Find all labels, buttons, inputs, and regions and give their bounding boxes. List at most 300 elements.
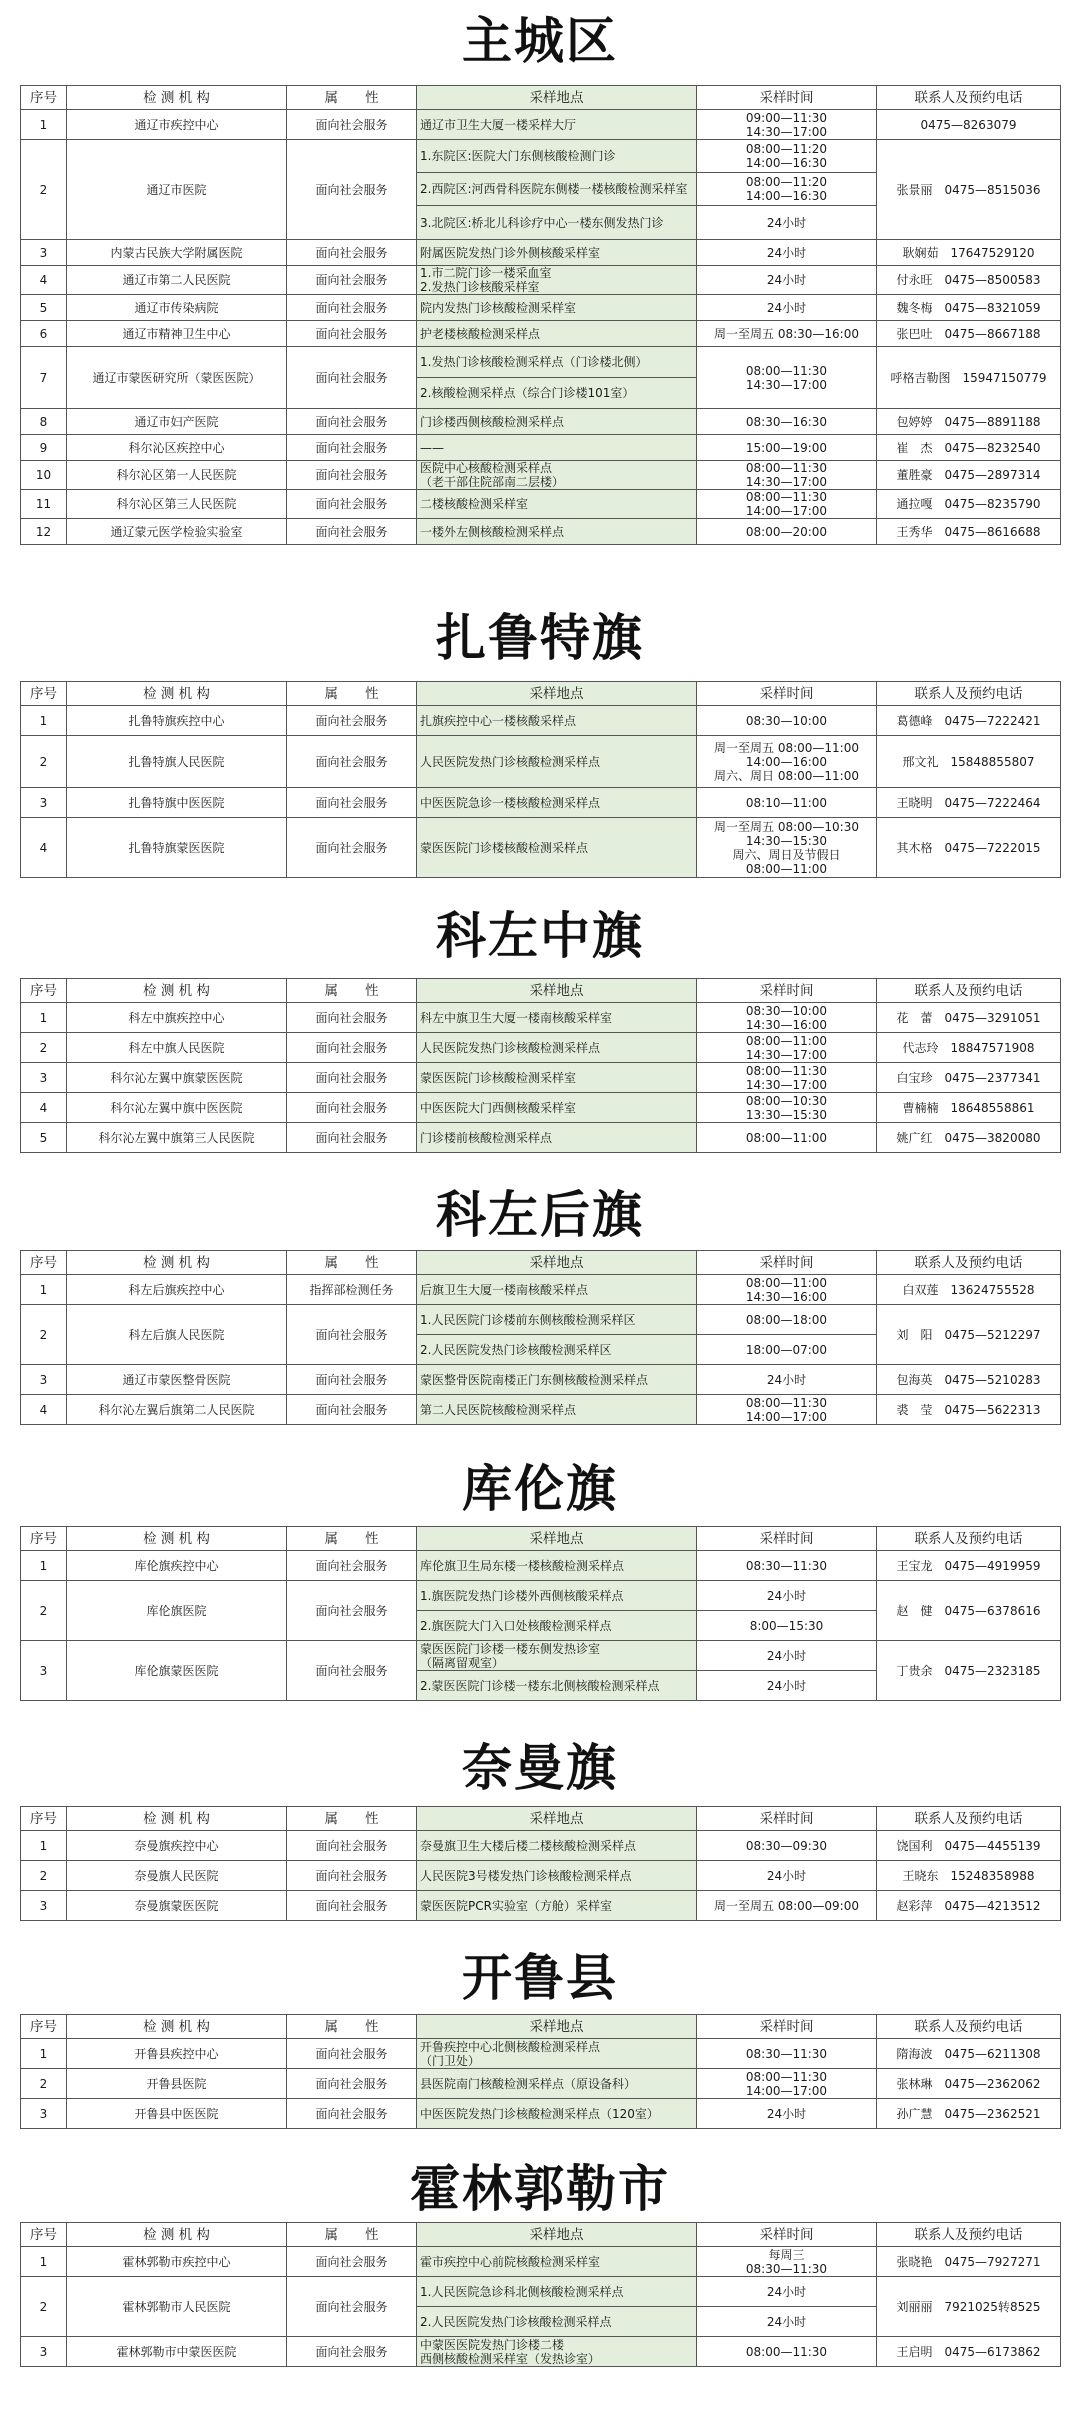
service-attribute: 面向社会服务 bbox=[287, 1033, 417, 1063]
institution-name: 科左后旗人民医院 bbox=[67, 1305, 287, 1365]
table-row bbox=[21, 519, 1061, 545]
service-attribute: 面向社会服务 bbox=[287, 2039, 417, 2069]
service-attribute: 面向社会服务 bbox=[287, 736, 417, 788]
row-number: 4 bbox=[21, 1395, 67, 1425]
sampling-location bbox=[417, 378, 697, 409]
sampling-time-line: 08:00—11:30 bbox=[745, 1395, 828, 1410]
table-row bbox=[21, 1891, 1061, 1921]
service-attribute: 面向社会服务 bbox=[287, 1063, 417, 1093]
sampling-time bbox=[697, 1305, 877, 1335]
sampling-location bbox=[417, 461, 697, 490]
service-attribute: 面向社会服务 bbox=[287, 1123, 417, 1153]
table-row bbox=[21, 490, 1061, 519]
sampling-time-line: 08:00—11:30 bbox=[745, 490, 828, 504]
institution-name: 霍林郭勒市疾控中心 bbox=[67, 2247, 287, 2277]
row-number: 5 bbox=[21, 1123, 67, 1153]
sampling-time-line: 24小时 bbox=[766, 215, 807, 230]
header-contact: 联系人及预约电话 bbox=[877, 1527, 1061, 1551]
row-number: 2 bbox=[21, 140, 67, 240]
row-number: 3 bbox=[21, 1063, 67, 1093]
row-number: 3 bbox=[21, 240, 67, 266]
sampling-time bbox=[697, 110, 877, 140]
sampling-location-line: 库伦旗卫生局东楼一楼核酸检测采样点 bbox=[420, 1558, 625, 1573]
section-title: 科左后旗 bbox=[436, 1186, 644, 1244]
sampling-time bbox=[697, 519, 877, 545]
service-attribute: 面向社会服务 bbox=[287, 1365, 417, 1395]
header-no: 序号 bbox=[21, 1807, 67, 1831]
sampling-location bbox=[417, 1831, 697, 1861]
table-header-row bbox=[21, 2015, 1061, 2039]
header-no: 序号 bbox=[21, 2223, 67, 2247]
contact-phone: 张林琳 0475—2362062 bbox=[877, 2069, 1061, 2099]
institution-name: 通辽市蒙医整骨医院 bbox=[67, 1365, 287, 1395]
sampling-time bbox=[697, 206, 877, 240]
header-attr: 属 性 bbox=[287, 1807, 417, 1831]
sampling-time-line: 24小时 bbox=[766, 1372, 807, 1387]
sampling-location-line: （隔离留观室） bbox=[420, 1655, 505, 1670]
sampling-time-line: 08:30—09:30 bbox=[745, 1838, 828, 1853]
table-header-row bbox=[21, 2223, 1061, 2247]
sampling-time-line: 08:00—11:00 bbox=[745, 1130, 828, 1145]
sampling-time-line: 14:00—16:30 bbox=[745, 156, 828, 170]
sampling-location-line: 医院中心核酸检测采样点 bbox=[420, 461, 553, 475]
row-number: 3 bbox=[21, 788, 67, 818]
sampling-location bbox=[417, 2277, 697, 2307]
header-no: 序号 bbox=[21, 1251, 67, 1275]
sampling-location-line: 蒙医整骨医院南楼正门东侧核酸检测采样点 bbox=[420, 1372, 649, 1387]
row-number: 2 bbox=[21, 1861, 67, 1891]
header-attr: 属 性 bbox=[287, 979, 417, 1003]
sampling-time-line: 周一至周五 08:00—09:00 bbox=[714, 1898, 859, 1913]
sampling-location bbox=[417, 2247, 697, 2277]
table-1 bbox=[20, 85, 1061, 545]
contact-phone: 王秀华 0475—8616688 bbox=[877, 519, 1061, 545]
sampling-time bbox=[697, 1365, 877, 1395]
sampling-location bbox=[417, 1891, 697, 1921]
contact-phone: 葛德峰 0475—7222421 bbox=[877, 706, 1061, 736]
sampling-location bbox=[417, 1395, 697, 1425]
row-number: 1 bbox=[21, 1831, 67, 1861]
table-7 bbox=[20, 2014, 1061, 2129]
row-number: 1 bbox=[21, 1003, 67, 1033]
institution-name: 奈曼旗人民医院 bbox=[67, 1861, 287, 1891]
table-5 bbox=[20, 1526, 1061, 1701]
sampling-time-line: 08:30—11:30 bbox=[745, 1558, 828, 1573]
institution-name: 通辽蒙元医学检验实验室 bbox=[67, 519, 287, 545]
table-2 bbox=[20, 681, 1061, 878]
service-attribute: 面向社会服务 bbox=[287, 2069, 417, 2099]
table-row bbox=[21, 1123, 1061, 1153]
header-location: 采样地点 bbox=[417, 979, 697, 1003]
institution-name: 通辽市传染病院 bbox=[67, 295, 287, 321]
sampling-time bbox=[697, 736, 877, 788]
header-time: 采样时间 bbox=[697, 1807, 877, 1831]
institution-name: 通辽市医院 bbox=[67, 140, 287, 240]
row-number: 7 bbox=[21, 347, 67, 409]
sampling-location bbox=[417, 1305, 697, 1335]
service-attribute: 面向社会服务 bbox=[287, 1003, 417, 1033]
sampling-time bbox=[697, 1551, 877, 1581]
header-location: 采样地点 bbox=[417, 682, 697, 706]
sampling-location bbox=[417, 1033, 697, 1063]
table-4 bbox=[20, 1250, 1061, 1425]
institution-name: 库伦旗疾控中心 bbox=[67, 1551, 287, 1581]
sampling-time-line: 08:00—20:00 bbox=[745, 524, 828, 539]
table-row bbox=[21, 321, 1061, 347]
service-attribute: 面向社会服务 bbox=[287, 266, 417, 295]
sampling-time-line: 14:00—16:00 bbox=[745, 754, 828, 769]
sampling-location-line: 2.人民医院发热门诊核酸检测采样区 bbox=[420, 1342, 612, 1357]
sampling-time-line: 08:00—11:30 bbox=[745, 461, 828, 475]
sampling-time bbox=[697, 1581, 877, 1611]
section-title: 奈曼旗 bbox=[462, 1739, 618, 1797]
sampling-time bbox=[697, 2307, 877, 2337]
sampling-time-line: 08:30—16:30 bbox=[745, 414, 828, 429]
row-number: 1 bbox=[21, 1551, 67, 1581]
sampling-location-line: 2.蒙医医院门诊楼一楼东北侧核酸检测采样点 bbox=[420, 1678, 660, 1693]
sampling-location-line: 2.人民医院发热门诊核酸检测采样点 bbox=[420, 2314, 612, 2329]
sampling-location bbox=[417, 435, 697, 461]
section-title: 科左中旗 bbox=[436, 907, 644, 965]
service-attribute: 面向社会服务 bbox=[287, 1891, 417, 1921]
header-contact: 联系人及预约电话 bbox=[877, 86, 1061, 110]
institution-name: 扎鲁特旗人民医院 bbox=[67, 736, 287, 788]
sampling-location bbox=[417, 266, 697, 295]
contact-phone: 王宝龙 0475—4919959 bbox=[877, 1551, 1061, 1581]
table-3 bbox=[20, 978, 1061, 1153]
contact-phone: 代志玲 18847571908 bbox=[877, 1033, 1061, 1063]
sampling-time bbox=[697, 409, 877, 435]
sampling-time-line: 14:00—16:30 bbox=[745, 189, 828, 203]
header-org: 检 测 机 构 bbox=[67, 1527, 287, 1551]
sampling-location-line: 护老楼核酸检测采样点 bbox=[420, 326, 541, 341]
sampling-location bbox=[417, 1641, 697, 1671]
sampling-location bbox=[417, 519, 697, 545]
sampling-time bbox=[697, 2099, 877, 2129]
institution-name: 通辽市妇产医院 bbox=[67, 409, 287, 435]
institution-name: 霍林郭勒市人民医院 bbox=[67, 2277, 287, 2337]
header-no: 序号 bbox=[21, 979, 67, 1003]
service-attribute: 面向社会服务 bbox=[287, 140, 417, 240]
sampling-location-line: 后旗卫生大厦一楼南核酸采样点 bbox=[420, 1282, 589, 1297]
table-row bbox=[21, 2039, 1061, 2069]
table-row bbox=[21, 2277, 1061, 2307]
header-location: 采样地点 bbox=[417, 2015, 697, 2039]
sampling-time bbox=[697, 266, 877, 295]
service-attribute: 面向社会服务 bbox=[287, 1831, 417, 1861]
sampling-time-line: 24小时 bbox=[766, 2314, 807, 2329]
sampling-location-line: 科左中旗卫生大厦一楼南核酸采样室 bbox=[420, 1010, 613, 1025]
header-time: 采样时间 bbox=[697, 682, 877, 706]
contact-phone: 邢文礼 15848855807 bbox=[877, 736, 1061, 788]
sampling-location-line: 1.人民医院急诊科北侧核酸检测采样点 bbox=[420, 2284, 624, 2299]
sampling-location bbox=[417, 2069, 697, 2099]
contact-phone: 包海英 0475—5210283 bbox=[877, 1365, 1061, 1395]
service-attribute: 面向社会服务 bbox=[287, 2099, 417, 2129]
table-row bbox=[21, 2069, 1061, 2099]
header-org: 检 测 机 构 bbox=[67, 682, 287, 706]
header-contact: 联系人及预约电话 bbox=[877, 2223, 1061, 2247]
table-row bbox=[21, 409, 1061, 435]
header-org: 检 测 机 构 bbox=[67, 2223, 287, 2247]
table-row bbox=[21, 1093, 1061, 1123]
sampling-location bbox=[417, 240, 697, 266]
sampling-time-line: 08:00—11:20 bbox=[745, 175, 828, 189]
sampling-time bbox=[697, 788, 877, 818]
service-attribute: 面向社会服务 bbox=[287, 519, 417, 545]
sampling-location-line: 通辽市卫生大厦一楼采样大厅 bbox=[420, 117, 577, 132]
institution-name: 开鲁县中医医院 bbox=[67, 2099, 287, 2129]
sampling-time-line: 24小时 bbox=[766, 2106, 807, 2121]
sampling-location bbox=[417, 1611, 697, 1641]
sampling-location bbox=[417, 1581, 697, 1611]
institution-name: 科左后旗疾控中心 bbox=[67, 1275, 287, 1305]
sampling-location-line: 1.人民医院门诊楼前东侧核酸检测采样区 bbox=[420, 1312, 636, 1327]
header-org: 检 测 机 构 bbox=[67, 1251, 287, 1275]
sampling-location-line: 扎旗疾控中心一楼核酸采样点 bbox=[420, 713, 577, 728]
header-contact: 联系人及预约电话 bbox=[877, 1807, 1061, 1831]
contact-phone: 0475—8263079 bbox=[877, 110, 1061, 140]
institution-name: 科尔沁左翼中旗第三人民医院 bbox=[67, 1123, 287, 1153]
header-contact: 联系人及预约电话 bbox=[877, 1251, 1061, 1275]
sampling-time bbox=[697, 1395, 877, 1425]
sampling-location-line: 1.发热门诊核酸检测采样点（门诊楼北侧） bbox=[420, 355, 648, 369]
service-attribute: 面向社会服务 bbox=[287, 1305, 417, 1365]
row-number: 3 bbox=[21, 1891, 67, 1921]
header-attr: 属 性 bbox=[287, 86, 417, 110]
sampling-location bbox=[417, 1671, 697, 1701]
contact-phone: 王晓东 15248358988 bbox=[877, 1861, 1061, 1891]
table-row bbox=[21, 788, 1061, 818]
sampling-location-line: 霍市疾控中心前院核酸检测采样室 bbox=[420, 2254, 601, 2269]
contact-phone: 赵彩萍 0475—4213512 bbox=[877, 1891, 1061, 1921]
sampling-location-line: 门诊楼西侧核酸检测采样点 bbox=[420, 414, 565, 429]
contact-phone: 刘 阳 0475—5212297 bbox=[877, 1305, 1061, 1365]
sampling-time-line: 08:00—11:00 bbox=[745, 1033, 828, 1048]
contact-phone: 张晓艳 0475—7927271 bbox=[877, 2247, 1061, 2277]
service-attribute: 面向社会服务 bbox=[287, 2337, 417, 2367]
header-no: 序号 bbox=[21, 682, 67, 706]
sampling-time bbox=[697, 173, 877, 206]
row-number: 2 bbox=[21, 1305, 67, 1365]
service-attribute: 面向社会服务 bbox=[287, 321, 417, 347]
institution-name: 奈曼旗疾控中心 bbox=[67, 1831, 287, 1861]
table-header-row bbox=[21, 86, 1061, 110]
contact-phone: 张景丽 0475—8515036 bbox=[877, 140, 1061, 240]
sampling-time bbox=[697, 321, 877, 347]
contact-phone: 隋海波 0475—6211308 bbox=[877, 2039, 1061, 2069]
table-header-row bbox=[21, 1527, 1061, 1551]
header-attr: 属 性 bbox=[287, 1251, 417, 1275]
sampling-time-line: 08:00—11:00 bbox=[745, 1275, 828, 1290]
sampling-location bbox=[417, 1335, 697, 1365]
sampling-location bbox=[417, 1551, 697, 1581]
header-org: 检 测 机 构 bbox=[67, 1807, 287, 1831]
sampling-time bbox=[697, 2069, 877, 2099]
header-time: 采样时间 bbox=[697, 1251, 877, 1275]
sampling-time-line: 周六、周日及节假日 bbox=[732, 847, 841, 862]
sampling-time-line: 08:00—11:30 bbox=[745, 1063, 828, 1078]
header-org: 检 测 机 构 bbox=[67, 2015, 287, 2039]
table-row bbox=[21, 2337, 1061, 2367]
section-title: 主城区 bbox=[462, 12, 618, 70]
sampling-location bbox=[417, 295, 697, 321]
table-row bbox=[21, 1305, 1061, 1335]
sampling-time bbox=[697, 1093, 877, 1123]
sampling-time bbox=[697, 1063, 877, 1093]
sampling-time bbox=[697, 2337, 877, 2367]
row-number: 1 bbox=[21, 1275, 67, 1305]
sampling-location-line: 1.市二院门诊一楼采血室 bbox=[420, 266, 552, 280]
sampling-location bbox=[417, 2039, 697, 2069]
sampling-time-line: 15:00—19:00 bbox=[745, 440, 828, 455]
sampling-location bbox=[417, 1003, 697, 1033]
sampling-time-line: 08:00—11:30 bbox=[745, 363, 828, 378]
sampling-time bbox=[697, 347, 877, 409]
header-location: 采样地点 bbox=[417, 86, 697, 110]
row-number: 2 bbox=[21, 2069, 67, 2099]
sampling-time-line: 14:30—17:00 bbox=[745, 475, 828, 489]
sampling-location bbox=[417, 347, 697, 378]
service-attribute: 面向社会服务 bbox=[287, 1581, 417, 1641]
table-6 bbox=[20, 1806, 1061, 1921]
sampling-location-line: 2.旗医院大门入口处核酸检测采样点 bbox=[420, 1618, 612, 1633]
sampling-location-line: 开鲁疾控中心北侧核酸检测采样点 bbox=[420, 2039, 601, 2054]
institution-name: 扎鲁特旗中医医院 bbox=[67, 788, 287, 818]
sampling-time-line: 14:00—17:00 bbox=[745, 2083, 828, 2098]
sampling-time bbox=[697, 1671, 877, 1701]
sampling-time-line: 08:30—11:30 bbox=[745, 2261, 828, 2276]
contact-phone: 付永旺 0475—8500583 bbox=[877, 266, 1061, 295]
institution-name: 科左中旗人民医院 bbox=[67, 1033, 287, 1063]
header-contact: 联系人及预约电话 bbox=[877, 979, 1061, 1003]
row-number: 4 bbox=[21, 1093, 67, 1123]
sampling-time bbox=[697, 490, 877, 519]
table-row bbox=[21, 461, 1061, 490]
sampling-location bbox=[417, 788, 697, 818]
header-time: 采样时间 bbox=[697, 2223, 877, 2247]
table-8 bbox=[20, 2222, 1061, 2367]
sampling-location-line: 中医医院发热门诊核酸检测采样点（120室） bbox=[420, 2106, 659, 2121]
institution-name: 开鲁县疾控中心 bbox=[67, 2039, 287, 2069]
sampling-location-line: 1.东院区:医院大门东侧核酸检测门诊 bbox=[420, 149, 616, 163]
sampling-location bbox=[417, 173, 697, 206]
section-title: 霍林郭勒市 bbox=[410, 2160, 670, 2218]
service-attribute: 面向社会服务 bbox=[287, 490, 417, 519]
service-attribute: 面向社会服务 bbox=[287, 2277, 417, 2337]
contact-phone: 王启明 0475—6173862 bbox=[877, 2337, 1061, 2367]
contact-phone: 呼格吉勒图 15947150779 bbox=[877, 347, 1061, 409]
sampling-location bbox=[417, 2099, 697, 2129]
sampling-time bbox=[697, 2247, 877, 2277]
section-title: 开鲁县 bbox=[462, 1949, 618, 2007]
header-org: 检 测 机 构 bbox=[67, 979, 287, 1003]
row-number: 9 bbox=[21, 435, 67, 461]
service-attribute: 指挥部检测任务 bbox=[287, 1275, 417, 1305]
institution-name: 科尔沁区第一人民医院 bbox=[67, 461, 287, 490]
sampling-location-line: 第二人民医院核酸检测采样点 bbox=[420, 1402, 577, 1417]
row-number: 4 bbox=[21, 266, 67, 295]
sampling-time-line: 08:00—10:30 bbox=[745, 1093, 828, 1108]
sampling-time-line: 24小时 bbox=[766, 1678, 807, 1693]
sampling-time-line: 14:30—16:00 bbox=[745, 1289, 828, 1304]
table-row bbox=[21, 736, 1061, 788]
sampling-location-line: 中医医院大门西侧核酸采样室 bbox=[420, 1100, 577, 1115]
row-number: 2 bbox=[21, 1033, 67, 1063]
table-row bbox=[21, 1551, 1061, 1581]
header-time: 采样时间 bbox=[697, 979, 877, 1003]
service-attribute: 面向社会服务 bbox=[287, 295, 417, 321]
row-number: 1 bbox=[21, 2247, 67, 2277]
header-attr: 属 性 bbox=[287, 2223, 417, 2247]
row-number: 5 bbox=[21, 295, 67, 321]
sampling-location-line: 附属医院发热门诊外侧核酸采样室 bbox=[420, 245, 601, 260]
institution-name: 科左中旗疾控中心 bbox=[67, 1003, 287, 1033]
institution-name: 通辽市精神卫生中心 bbox=[67, 321, 287, 347]
sampling-time-line: 每周三 bbox=[768, 2247, 805, 2262]
header-location: 采样地点 bbox=[417, 1807, 697, 1831]
sampling-time-line: 14:30—16:00 bbox=[745, 1017, 828, 1032]
contact-phone: 王晓明 0475—7222464 bbox=[877, 788, 1061, 818]
table-row bbox=[21, 1033, 1061, 1063]
sampling-location-line: —— bbox=[420, 440, 444, 455]
contact-phone: 魏冬梅 0475—8321059 bbox=[877, 295, 1061, 321]
sampling-location-line: 1.旗医院发热门诊楼外西侧核酸采样点 bbox=[420, 1588, 624, 1603]
sampling-time-line: 8:00—15:30 bbox=[749, 1618, 824, 1633]
institution-name: 奈曼旗蒙医医院 bbox=[67, 1891, 287, 1921]
sampling-time bbox=[697, 1641, 877, 1671]
table-row bbox=[21, 2099, 1061, 2129]
sampling-location-line: 中蒙医医院发热门诊楼二楼 bbox=[420, 2337, 565, 2352]
row-number: 4 bbox=[21, 818, 67, 878]
sampling-location bbox=[417, 206, 697, 240]
sampling-time-line: 24小时 bbox=[766, 273, 807, 287]
table-header-row bbox=[21, 1251, 1061, 1275]
sampling-time bbox=[697, 1275, 877, 1305]
sampling-time-line: 08:00—11:00 bbox=[745, 861, 828, 876]
header-attr: 属 性 bbox=[287, 2015, 417, 2039]
sampling-time bbox=[697, 1033, 877, 1063]
row-number: 3 bbox=[21, 1641, 67, 1701]
sampling-time-line: 08:00—11:20 bbox=[745, 142, 828, 156]
sampling-time-line: 14:30—17:00 bbox=[745, 1077, 828, 1092]
service-attribute: 面向社会服务 bbox=[287, 110, 417, 140]
institution-name: 库伦旗医院 bbox=[67, 1581, 287, 1641]
sampling-time-line: 24小时 bbox=[766, 2284, 807, 2299]
sampling-time-line: 14:30—17:00 bbox=[745, 377, 828, 392]
header-attr: 属 性 bbox=[287, 1527, 417, 1551]
sampling-location-line: 2.发热门诊核酸采样室 bbox=[420, 280, 540, 294]
sampling-time bbox=[697, 1611, 877, 1641]
row-number: 8 bbox=[21, 409, 67, 435]
row-number: 3 bbox=[21, 1365, 67, 1395]
header-location: 采样地点 bbox=[417, 1527, 697, 1551]
institution-name: 科尔沁左翼中旗中医医院 bbox=[67, 1093, 287, 1123]
contact-phone: 孙广慧 0475—2362521 bbox=[877, 2099, 1061, 2129]
sampling-location bbox=[417, 1093, 697, 1123]
contact-phone: 其木格 0475—7222015 bbox=[877, 818, 1061, 878]
row-number: 10 bbox=[21, 461, 67, 490]
section-title: 库伦旗 bbox=[462, 1460, 618, 1518]
sampling-time-line: 周六、周日 08:00—11:00 bbox=[714, 768, 859, 783]
sampling-time-line: 24小时 bbox=[766, 300, 807, 315]
sampling-time-line: 24小时 bbox=[766, 245, 807, 260]
contact-phone: 赵 健 0475—6378616 bbox=[877, 1581, 1061, 1641]
sampling-time-line: 08:30—11:30 bbox=[745, 2046, 828, 2061]
sampling-time bbox=[697, 435, 877, 461]
sampling-location-line: 院内发热门诊核酸检测采样室 bbox=[420, 300, 577, 315]
sampling-location-line: 奈曼旗卫生大楼后楼二楼核酸检测采样点 bbox=[420, 1838, 637, 1853]
